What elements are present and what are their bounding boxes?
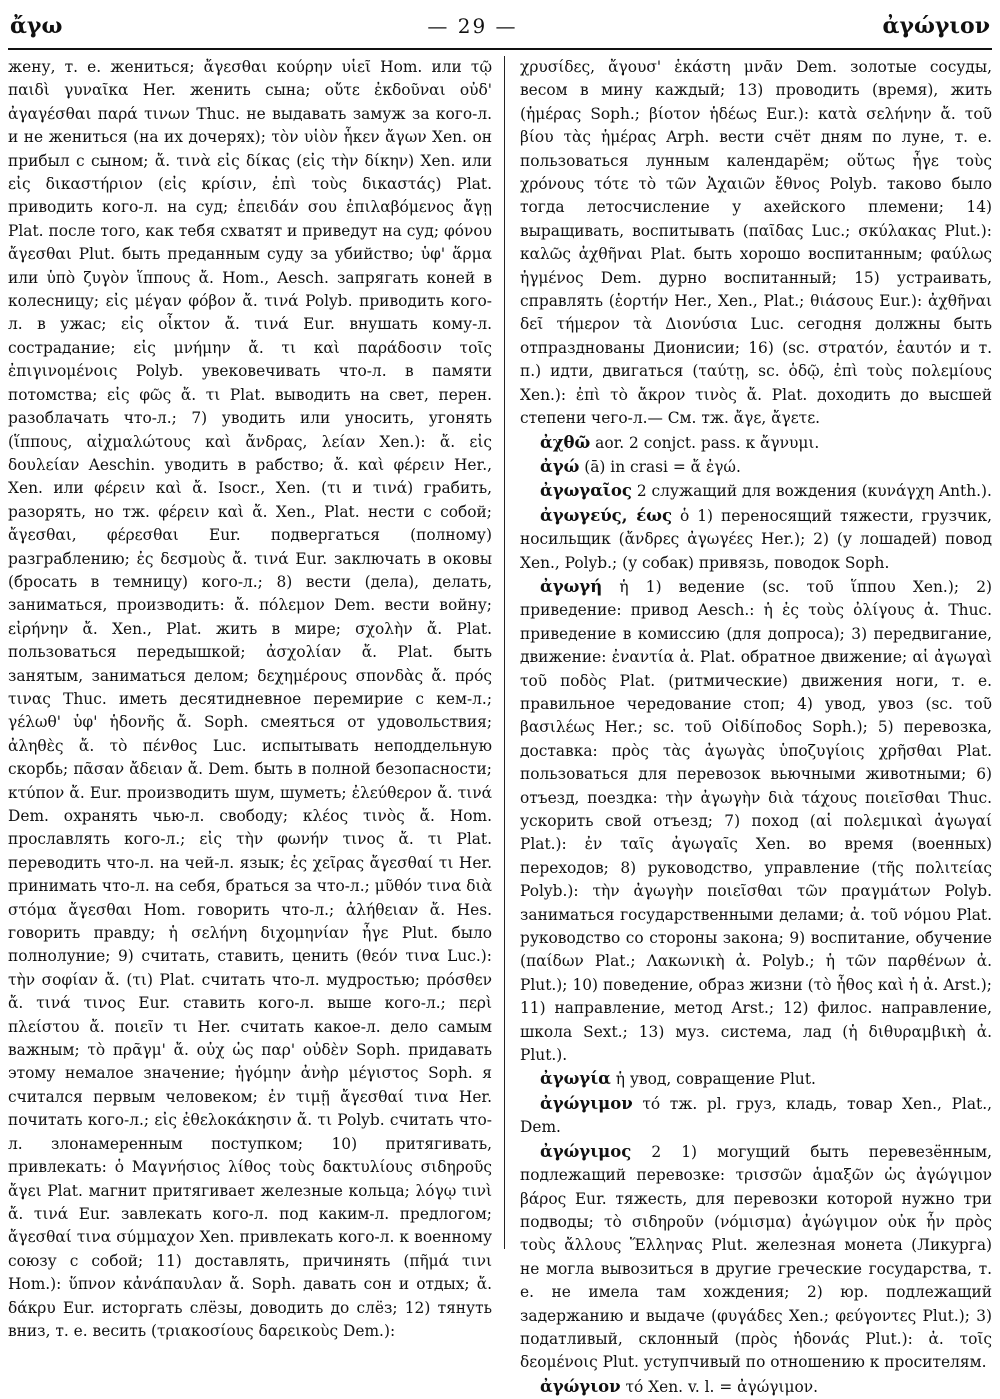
dictionary-entry [520,575,992,1068]
entry-definition: τό Xen. v. l. = ἀγώγιμον. [621,1378,818,1396]
entry-headword: ἀγωγή [540,577,602,596]
entry-list [520,431,992,1399]
dictionary-entry [520,455,992,479]
entry-definition: ἡ увод, совращение Plut. [611,1070,816,1088]
entry-definition: τό тж. pl. груз, кладь, товар Xen., Plat., Dem. [520,1095,992,1136]
header-left-word: ἄγω [10,13,62,39]
right-column [520,56,992,1249]
entry-definition: 2 служащий для вождения (κυνάγχη Anth.). [632,482,992,500]
column-divider [504,56,505,1249]
entry-headword: ἀγώγιμον [540,1094,633,1113]
entry-definition: aor. 2 conjct. pass. к ἄγνυμι. [590,434,819,452]
entry-definition: ὁ 1) переносящий тяжести, грузчик, носильщик (ἄνδρες ἀγωγέες Her.); 2) (у лошадей) повод Xen., Polyb.; (у собак) привязь, поводок Soph. [520,507,992,572]
entry-definition: 2 1) могущий быть перевезённым, подлежащий перевозке: τρισσῶν ἁμαξῶν ὡς ἀγώγιμον βάρος Eur. тяжесть, для перевозки которой нужно три подводы; τὸ σιδηροῦν (νόμισμα) ἀγώγιμον οὐκ ἦν πρὸς τοὺς ἄλλους Ἕλληνας Plut. железная монета (Ликурга) не могла вывозиться в другие греческие государства, т. е. не имела там хождения; 2) юр. подлежащий задержанию и выдаче (φυγάδες Xen.; φεύγοντες Plut.); 3) податливый, склонный (πρὸς ἡδονάς Plut.): ἀ. τοῖς δεομένοις Plut. уступчивый по отношению к просителям. [520,1143,992,1372]
entry-headword: ἀχθῶ [540,433,590,452]
header-rule [8,48,992,50]
continuation-text: χρυσίδες, ἄγουσ' ἑκάστη μνᾶν Dem. золотые сосуды, весом в мину каждый; 13) проводить (время), жить (ἡμέρας Soph.; βίοτον ἡδέως Eur.): κατὰ σελήνην ἄ. τοῦ βίου τὰς ἡμέρας Arph. вести счёт дням по луне, т. е. пользоваться лунным календарём; οὕτως ἦγε τοὺς χρόνους τότε τὸ τῶν Ἀχαιῶν ἔθνος Polyb. таково было тогда летосчисление у ахейского племени; 14) выращивать, воспитывать (παῖδας Luc.; σκύλακας Plut.): καλῶς ἀχθῆναι Plat. быть хорошо воспитанным; φαύλως ἠγμένος Dem. дурно воспитанный; 15) устраивать, справлять (ἑορτήν Her., Xen., Plat.; θιάσους Eur.): ἀχθῆναι δεῖ τήμερον τὰ Διονύσια Luc. сегодня должны быть отпразднованы Дионисии; 16) (sc. στρατόν, ἑαυτόν и т. п.) идти, двигаться (ταύτῃ, sc. ὁδῷ, ἐπὶ τοὺς πολεμίους Xen.): ἐπὶ τὸ ἄκρον τινὸς ἄ. Plat. доходить до высшей степени чего-л.— См. тж. ἄγε, ἄγετε. [520,56,992,431]
entry-definition: ἡ 1) ведение (sc. τοῦ ἵππου Xen.); 2) приведение: привод Aesch.: ἡ ἐς τοὺς ὀλίγους ἀ. Thuc. приведение в комиссию (для допроса); 3) передвигание, движение: ἐναντία ἀ. Plat. обратное движение; αἱ ἀγωγαὶ τοῦ ποδὸς Plat. (ритмические) движения ноги, т. е. правильное чередование стоп; 4) увод, увоз (sc. τοῦ βασιλέως Her.; sc. τοῦ Οἰδίποδος Soph.); 5) перевозка, доставка: πρὸς τὰς ἀγωγὰς ὑποζυγίοις χρῆσθαι Plat. пользоваться для перевозок вьючными животными; 6) отъезд, поездка: τὴν ἀγωγὴν διὰ τάχους ποιεῖσθαι Thuc. ускорить свой отъезд; 7) поход (αἱ πολεμικαὶ ἀγωγαί Plat.): ἐν ταῖς ἀγωγαῖς Xen. во время (военных) переходов; 8) руководство, управление (τῆς πολιτείας Polyb.): τὴν ἀγωγὴν ποιεῖσθαι τῶν πραγμάτων Polyb. заниматься государственными делами; ἀ. τοῦ νόμου Plat. руководство со стороны закона; 9) воспитание, обучение (παίδων Plat.; Λακωνικὴ ἀ. Polyb.; ἡ τῶν παρθένων ἀ. Plut.); 10) поведение, образ жизни (τὸ ἦθος καὶ ἡ ἀ. Arst.); 11) направление, метод Arst.; 12) филос. направление, школа Sext.; 13) муз. система, лад (ἡ διθυραμβικὴ ἀ. Plut.). [520,578,992,1064]
entry-headword: ἀγώγιον [540,1377,621,1396]
entry-definition: (ā) in crasi = ἄ ἐγώ. [579,458,741,476]
page-header [10,8,990,44]
dictionary-entry [520,504,992,575]
dictionary-entry [520,431,992,455]
entry-headword: ἀγώγιμος [540,1142,631,1161]
left-column-text: жену, т. е. жениться; ἄγεσθαι κούρην υἱεῖ Hom. или τῷ παιδὶ γυναῖκα Her. женить сына; οὔτε ἐκδοῦναι οὐδ' ἀγαγέσθαι παρά τινων Thuc. не выдавать замуж за кого-л. и не жениться (на их дочерях); τὸν υἱὸν ἧκεν ἄγων Xen. он прибыл с сыном; ἄ. τινὰ εἰς δίκας (εἰς τὴν δίκην) Xen. или εἰς δικαστήριον (εἰς κρίσιν, ἐπὶ τοὺς δικαστάς) Plat. приводить кого-л. на суд; ἐπειδάν σου ἐπιλαβόμενος ἄγῃ Plat. после того, как тебя схватят и приведут на суд; φόνου ἄγεσθαι Plut. быть преданным суду за убийство; ὑφ' ἅρμα или ὑπὸ ζυγὸν ἵππους ἄ. Hom., Aesch. запрягать коней в колесницу; εἰς μέγαν φόβον ἄ. τινά Polyb. приводить кого-л. в ужас; εἰς οἶκτον ἄ. τινά Eur. внушать кому-л. сострадание; εἰς μνήμην ἄ. τι καὶ παράδοσιν τοῖς ἐπιγινομένοις Polyb. увековечивать что-л. в памяти потомства; εἰς φῶς ἄ. τι Plat. выводить на свет, перен. разоблачать что-л.; 7) уводить или уносить, угонять (ἵππους, αἰχμαλώτους καὶ ἄνδρας, λείαν Xen.): ἄ. εἰς δουλείαν Aeschin. уводить в рабство; ἄ. καὶ φέρειν Her., Xen. или φέρειν καὶ ἄ. Isocr., Xen. (τι и τινά) грабить, разорять, но тж. φέρειν καὶ ἄ. Xen., Plat. нести с собой; ἄγεσθαι, φέρεσθαι Eur. подвергаться (полному) разграблению; ἐς δεσμοὺς ἄ. τινά Eur. заключать в оковы (бросать в темницу) кого-л.; 8) вести (дела), делать, заниматься, производить: ἄ. πόλεμον Dem. вести войну; εἰρήνην ἄ. Xen., Plat. жить в мире; σχολὴν ἄ. Plat. пользоваться передышкой; ἀσχολίαν ἄ. Plat. быть занятым, заниматься делом; δεχημέρους σπονδὰς ἄ. πρός τινας Thuc. иметь десятидневное перемирие с кем-л.; γέλωθ' ὑφ' ἡδονῆς ἄ. Soph. смеяться от удовольствия; ἀληθὲς ἄ. τὸ πένθος Luc. испытывать неподдельную скорбь; πᾶσαν ἄδειαν ἄ. Dem. быть в полной безопасности; κτύπον ἄ. Eur. производить шум, шуметь; ἐλεύθερον ἄ. τινά Dem. охранять чью-л. свободу; κλέος τινὸς ἄ. Hom. прославлять кого-л.; εἰς τὴν φωνήν τινος ἄ. τι Plat. переводить что-л. на чей-л. язык; ἐς χεῖρας ἄγεσθαί τι Her. принимать что-л. на себя, браться за что-л.; μῦθόν τινα διὰ στόμα ἄγεσθαι Hom. говорить что-л.; ἀλήθειαν ἄ. Hes. говорить правду; ἡ σελήνη διχομηνίαν ἦγε Plut. было полнолуние; 9) считать, ставить, ценить (θεόν τινα Luc.): τὴν σοφίαν ἄ. (τι) Plat. считать что-л. мудростью; πρόσθεν ἄ. τινά τινος Eur. ставить кого-л. выше кого-л.; περὶ πλείστου ἄ. ποιεῖν τι Her. считать какое-л. дело самым важным; τὸ πρᾶγμ' ἄ. οὐχ ὡς παρ' οὐδὲν Soph. придавать этому немалое значение; ἡγόμην ἀνὴρ μέγιστος Soph. я считался первым человеком; ἐν τιμῇ ἄγεσθαί τινα Her. почитать кого-л.; εἰς ἐθελοκάκησιν ἄ. τι Polyb. считать что-л. злонамеренным поступком; 10) притягивать, привлекать: ὁ Μαγνήσιος λίθος τοὺς δακτυλίους σιδηροῦς ἄγει Plat. магнит притягивает железные кольца; λόγῳ τινὶ ἄ. τινά Eur. завлекать кого-л. под каким-л. предлогом; ἄγεσθαί τινα σύμμαχον Xen. привлекать кого-л. к военному союзу с собой; 11) доставлять, причинять (πῆμά τινι Hom.): ὕπνον κἀνάπαυλαν ἄ. Soph. давать сон и отдых; ἄ. δάκρυ Eur. исторгать слёзы, доводить до слёз; 12) тянуть вниз, т. е. весить (τριακοσίους δαρεικοὺς Dem.): [8,56,492,1343]
dictionary-entry [520,1092,992,1140]
dictionary-entry [520,1375,992,1399]
dictionary-entry [520,479,992,503]
dictionary-entry [520,1067,992,1091]
entry-headword: ἀγωγεύς, έως [540,506,672,525]
header-right-word: ἀγώγιον [882,13,990,39]
entry-headword: ἀγώ [540,457,579,476]
entry-headword: ἀγωγαῖος [540,481,632,500]
dictionary-entry [520,1140,992,1375]
left-column [8,56,492,1249]
entry-headword: ἀγωγία [540,1069,611,1088]
page-number: — 29 — [427,14,517,38]
